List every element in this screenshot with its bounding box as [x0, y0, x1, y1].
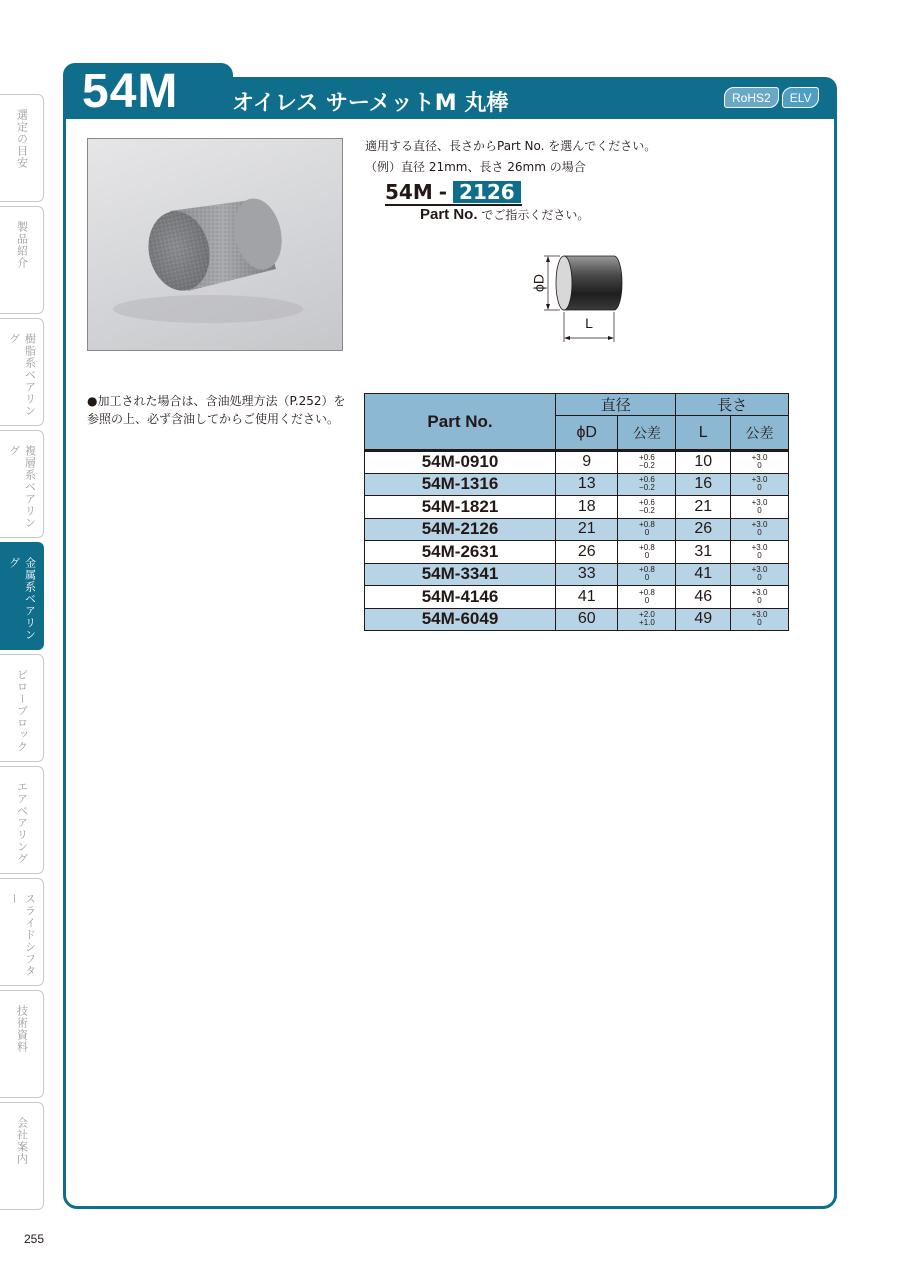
tolerance-upper: +0.6	[639, 475, 655, 485]
instruction-line-1: 適用する直径、長さからPart No. を選んでください。	[365, 139, 657, 153]
table-row	[365, 518, 789, 541]
tolerance-upper: +0.8	[639, 520, 655, 530]
diameter-tolerance-cell	[618, 473, 676, 496]
tolerance-lower: 0	[757, 528, 762, 538]
table-row	[365, 496, 789, 519]
table-row	[365, 563, 789, 586]
diameter-tolerance-cell	[618, 586, 676, 609]
side-tab-label: ピローブロック	[15, 669, 29, 753]
tolerance-lower: −0.2	[639, 505, 655, 515]
diameter-cell: 41	[556, 586, 618, 609]
side-tab-3[interactable]	[0, 430, 44, 538]
length-tolerance-cell	[731, 451, 789, 474]
example-note-bold: Part No.	[420, 206, 478, 223]
length-tolerance-cell	[731, 608, 789, 631]
cylinder-photo-image	[88, 139, 343, 351]
length-cell: 46	[676, 586, 731, 609]
example-note	[420, 206, 589, 223]
diameter-cell: 60	[556, 608, 618, 631]
compliance-badges	[724, 87, 819, 108]
elv-badge: ELV	[782, 87, 820, 108]
table-row	[365, 608, 789, 631]
tolerance-lower: −0.2	[639, 461, 655, 471]
part-number-table	[364, 393, 789, 631]
example-number: 2126	[453, 181, 521, 203]
tolerance-lower: +1.0	[639, 618, 655, 628]
tolerance-lower: 0	[757, 573, 762, 583]
part-number-cell: 54M-6049	[365, 608, 556, 631]
diameter-cell: 33	[556, 563, 618, 586]
length-tolerance-cell	[731, 473, 789, 496]
diameter-cell: 18	[556, 496, 618, 519]
length-tolerance-cell	[731, 541, 789, 564]
header-length-group: 長さ	[676, 394, 789, 416]
part-number-cell: 54M-1316	[365, 473, 556, 496]
length-cell: 16	[676, 473, 731, 496]
tolerance-lower: −0.2	[639, 483, 655, 493]
product-code: 54M	[82, 65, 179, 118]
length-cell: 21	[676, 496, 731, 519]
diameter-label: ϕD	[530, 274, 547, 292]
tolerance-lower: 0	[757, 461, 762, 471]
diameter-cell: 9	[556, 451, 618, 474]
side-tab-2[interactable]	[0, 318, 44, 426]
example-dash: -	[438, 180, 448, 204]
tolerance-lower: 0	[644, 550, 650, 560]
length-tolerance-cell	[731, 518, 789, 541]
header-d: ϕD	[556, 416, 618, 451]
tolerance-lower: 0	[757, 550, 762, 560]
table-row	[365, 473, 789, 496]
diameter-tolerance-cell	[618, 563, 676, 586]
length-cell: 41	[676, 563, 731, 586]
side-tab-7[interactable]	[0, 878, 44, 986]
tolerance-lower: 0	[644, 573, 650, 583]
side-tab-label: 技術資料	[15, 1005, 29, 1053]
length-cell: 31	[676, 541, 731, 564]
tolerance-upper: +3.0	[751, 542, 768, 552]
diameter-tolerance-cell	[618, 496, 676, 519]
tolerance-upper: +3.0	[751, 565, 768, 575]
side-tab-label: 樹脂系ベアリング	[7, 333, 37, 417]
tolerance-upper: +3.0	[751, 453, 768, 463]
table-row	[365, 586, 789, 609]
tolerance-upper: +3.0	[751, 610, 768, 620]
diameter-cell: 13	[556, 473, 618, 496]
side-tab-label: スライドシフター	[7, 893, 37, 977]
part-number-cell: 54M-3341	[365, 563, 556, 586]
side-tab-1[interactable]	[0, 206, 44, 314]
tolerance-upper: +0.8	[639, 587, 655, 597]
page-number: 255	[24, 1232, 45, 1246]
table-row	[365, 451, 789, 474]
tolerance-upper: +2.0	[639, 610, 655, 620]
tolerance-lower: 0	[757, 505, 762, 515]
product-photo	[87, 138, 343, 351]
product-name: オイレス サーメットM 丸棒	[232, 91, 509, 116]
length-label: L	[585, 315, 593, 331]
tolerance-upper: +0.6	[639, 497, 655, 507]
header-l-tolerance: 公差	[731, 416, 789, 451]
diameter-tolerance-cell	[618, 608, 676, 631]
tolerance-upper: +0.8	[639, 565, 655, 575]
length-tolerance-cell	[731, 586, 789, 609]
diameter-cell: 21	[556, 518, 618, 541]
tolerance-lower: 0	[757, 618, 762, 628]
side-tab-label: 会社案内	[15, 1117, 29, 1165]
header-diameter-group: 直径	[556, 394, 676, 416]
side-tab-8[interactable]	[0, 990, 44, 1098]
length-tolerance-cell	[731, 496, 789, 519]
diameter-tolerance-cell	[618, 518, 676, 541]
side-tab-6[interactable]	[0, 766, 44, 874]
header-d-tolerance: 公差	[618, 416, 676, 451]
side-tab-0[interactable]	[0, 94, 44, 202]
side-tab-9[interactable]	[0, 1102, 44, 1210]
tolerance-lower: 0	[757, 595, 762, 605]
header-part-no: Part No.	[365, 394, 556, 451]
diameter-cell: 26	[556, 541, 618, 564]
diameter-tolerance-cell	[618, 451, 676, 474]
dimension-diagram	[520, 248, 630, 348]
diameter-tolerance-cell	[618, 541, 676, 564]
processing-note: ●加工された場合は、含油処理方法（P.252）を参照の上、必ず含油してからご使用ください。	[87, 394, 346, 426]
length-cell: 10	[676, 451, 731, 474]
tolerance-upper: +0.6	[639, 453, 655, 463]
side-tab-label: 複層系ベアリング	[7, 445, 37, 529]
header-l: L	[676, 416, 731, 451]
part-number-cell: 54M-0910	[365, 451, 556, 474]
tolerance-lower: 0	[644, 595, 650, 605]
tolerance-upper: +3.0	[751, 497, 768, 507]
part-number-cell: 54M-2631	[365, 541, 556, 564]
side-tab-label: 選定の目安	[15, 109, 29, 169]
tolerance-lower: 0	[757, 483, 762, 493]
tolerance-lower: 0	[644, 528, 650, 538]
tolerance-upper: +0.8	[639, 542, 655, 552]
example-prefix: 54M	[385, 180, 433, 204]
table-row	[365, 541, 789, 564]
example-note-text: でご指示ください。	[481, 208, 590, 222]
side-tab-label: 製品紹介	[15, 221, 29, 269]
length-tolerance-cell	[731, 563, 789, 586]
side-tab-5[interactable]	[0, 654, 44, 762]
table-body	[365, 451, 789, 631]
length-cell: 26	[676, 518, 731, 541]
instruction-line-2: （例）直径 21mm、長さ 26mm の場合	[365, 160, 586, 174]
rohs-badge: RoHS2	[724, 87, 779, 108]
part-number-cell: 54M-4146	[365, 586, 556, 609]
length-cell: 49	[676, 608, 731, 631]
example-part-number	[385, 180, 521, 204]
side-tab-4[interactable]	[0, 542, 44, 650]
part-number-cell: 54M-2126	[365, 518, 556, 541]
tolerance-upper: +3.0	[751, 475, 768, 485]
tolerance-upper: +3.0	[751, 520, 768, 530]
part-number-cell: 54M-1821	[365, 496, 556, 519]
tolerance-upper: +3.0	[751, 587, 768, 597]
side-tab-label: エアベアリング	[15, 781, 29, 865]
side-tab-label: 金属系ベアリング	[7, 557, 37, 641]
